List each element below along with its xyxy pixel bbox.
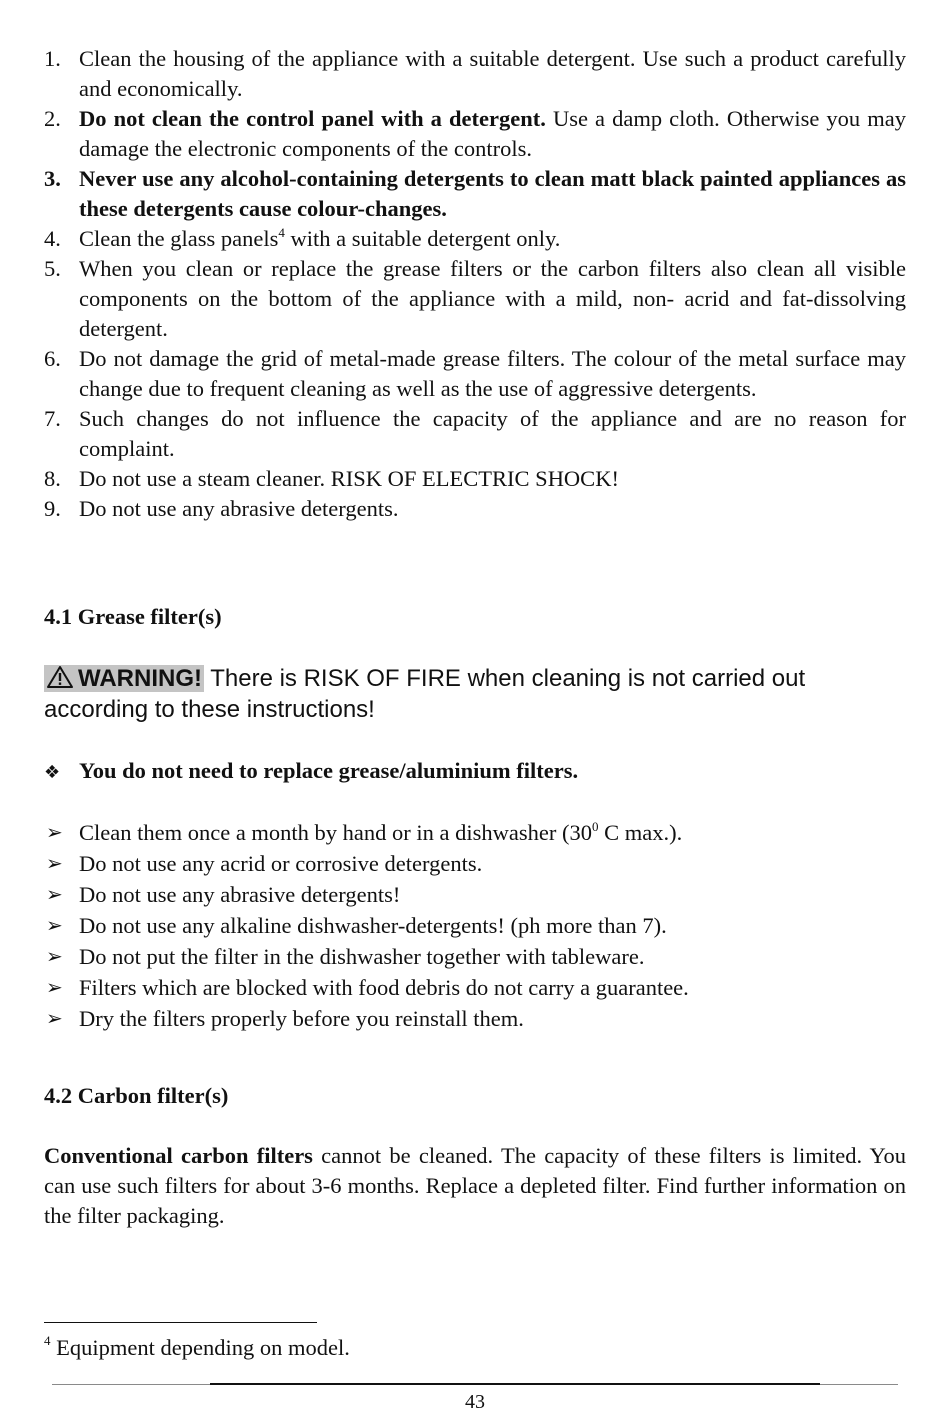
grease-filter-bullets <box>44 817 906 1034</box>
bullet-item: ➢ Clean them once a month by hand or in a dishwasher ($30^0$ C max.). <box>44 817 906 848</box>
bold-lead: Conventional carbon filters <box>44 1143 313 1168</box>
carbon-filter-paragraph: Conventional carbon filters cannot be cleaned. The capacity of these filters is limited. You can use such filters for about 3-6 months. Replace a depleted filter. Find further information on the filter packaging. <box>44 1143 906 1228</box>
arrow-bullet-icon: ➢ <box>46 975 63 999</box>
arrow-bullet-icon: ➢ <box>46 944 63 968</box>
list-item: 1. Clean the housing of the appliance with a suitable detergent. Use such a product carefully and economically. <box>44 46 906 101</box>
list-item-bold: 3. Never use any alcohol-containing detergents to clean matt black painted appliances as these detergents cause colour-changes. <box>44 166 906 221</box>
bullet-item: ➢ Dry the filters properly before you reinstall them. <box>44 1003 906 1034</box>
footer-divider-accent <box>210 1383 820 1385</box>
bullet-item: ➢ Filters which are blocked with food debris do not carry a guarantee. <box>44 972 906 1003</box>
note-line <box>44 756 906 788</box>
section-heading-carbon-filters: 4.2 Carbon filter(s) <box>44 1083 229 1108</box>
bullet-item: ➢ Do not use any alkaline dishwasher-detergents! (ph more than 7). <box>44 910 906 941</box>
arrow-bullet-icon: ➢ <box>46 851 63 875</box>
bullet-item: ➢ Do not use any acrid or corrosive detergents. <box>44 848 906 879</box>
list-item: 8. Do not use a steam cleaner. RISK OF ELECTRIC SHOCK! <box>44 466 619 491</box>
bullet-item: ➢ Do not put the filter in the dishwasher together with tableware. <box>44 941 906 972</box>
warning-triangle-icon <box>46 665 74 689</box>
arrow-bullet-icon: ➢ <box>46 1006 63 1030</box>
footnote-text: Equipment depending on model. <box>50 1335 350 1360</box>
list-item: 9. Do not use any abrasive detergents. <box>44 496 399 521</box>
diamond-bullet-icon: ❖ <box>44 762 61 783</box>
arrow-bullet-icon: ➢ <box>46 882 63 906</box>
footnote <box>44 1333 350 1363</box>
list-item: 6. Do not damage the grid of metal-made grease filters. The colour of the metal surface may change due to frequent cleaning as well as the use of aggressive detergents. <box>44 346 906 401</box>
warning-label: WARNING! <box>78 665 202 692</box>
warning-badge <box>44 665 204 692</box>
warning-notice <box>44 663 906 725</box>
page-number: 43 <box>465 1391 485 1413</box>
bold-lead: Do not clean the control panel with a detergent. <box>79 106 546 131</box>
footnote-reference: 4 <box>278 225 285 240</box>
list-item: 7. Such changes do not influence the capacity of the appliance and are no reason for complaint. <box>44 406 906 461</box>
list-item: 5. When you clean or replace the grease filters or the carbon filters also clean all visible components on the bottom of the appliance with a mild, non- acrid and fat-dissolving detergent. <box>44 256 906 341</box>
note-text: You do not need to replace grease/aluminium filters. <box>79 758 579 783</box>
footnote-marker: 4 <box>44 1333 51 1348</box>
list-item: 4. Clean the glass panels$^4$ with a suitable detergent only. <box>44 225 561 251</box>
section-heading-grease-filters: 4.1 Grease filter(s) <box>44 604 222 629</box>
cleaning-instructions-list <box>44 44 906 524</box>
arrow-bullet-icon: ➢ <box>46 820 63 844</box>
degree-superscript: 0 <box>592 819 599 834</box>
bullet-item: ➢ Do not use any abrasive detergents! <box>44 879 906 910</box>
warning-text: There is RISK OF FIRE when cleaning is not carried out according to these instructions! <box>44 665 806 723</box>
footnote-divider <box>44 1322 317 1323</box>
list-item: 2. Do not clean the control panel with a detergent. Use a damp cloth. Otherwise you may damage the electronic components of the controls. <box>44 106 906 161</box>
arrow-bullet-icon: ➢ <box>46 913 63 937</box>
